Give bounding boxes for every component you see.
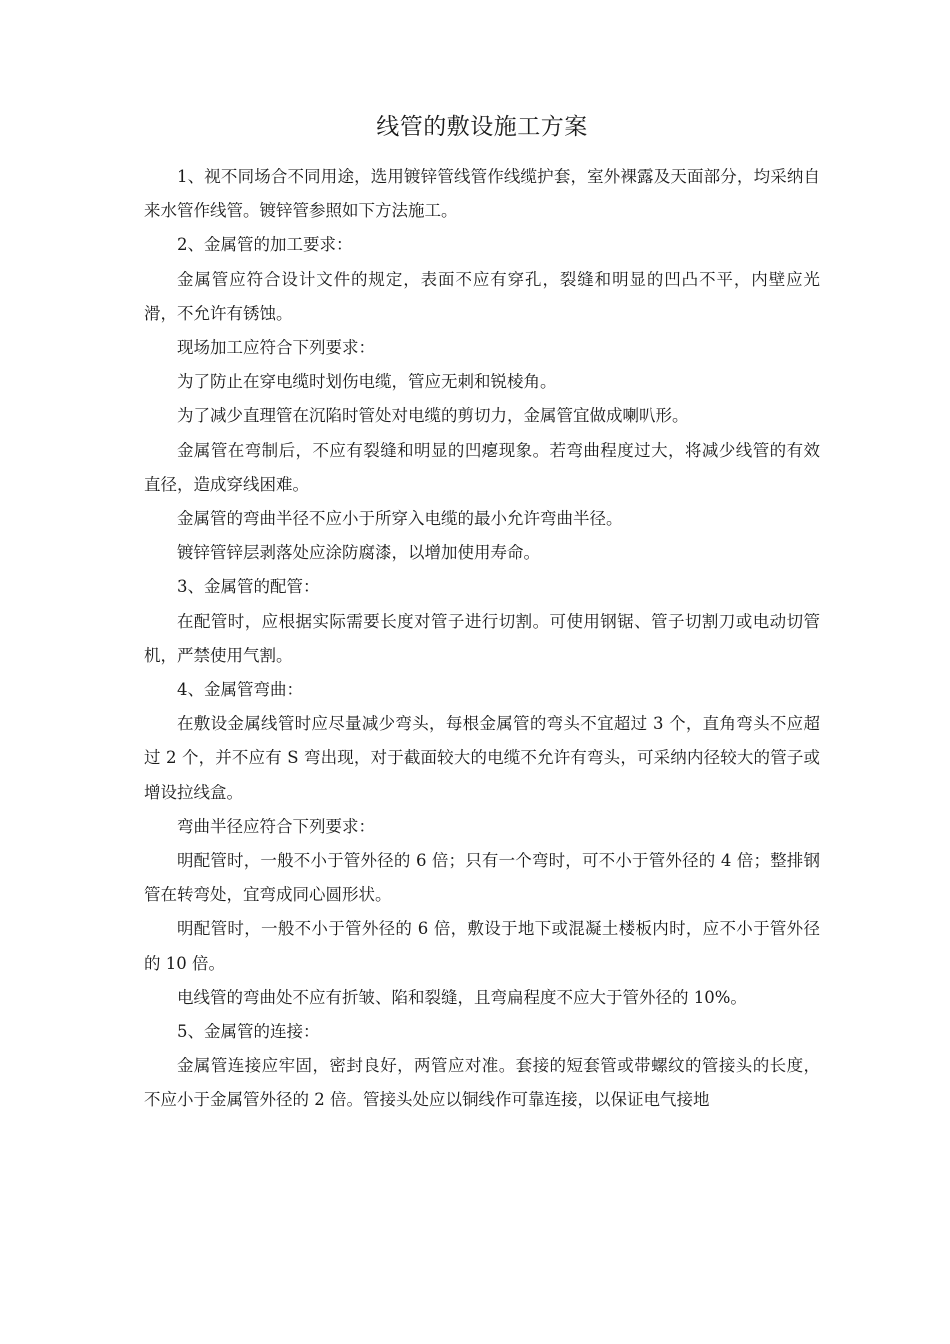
paragraph: 现场加工应符合下列要求： bbox=[177, 338, 375, 358]
paragraph: 在配管时，应根据实际需要长度对管子进行切割。可使用钢锯、管子切割刀或电动切管机，严禁使用气割。 bbox=[144, 611, 820, 665]
paragraph: 为了减少直理管在沉陷时管处对电缆的剪切力，金属管宜做成喇叭形。 bbox=[177, 406, 689, 426]
paragraph: 镀锌管锌层剥落处应涂防腐漆，以增加使用寿命。 bbox=[177, 543, 540, 563]
paragraph: 明配管时，一般不小于管外径的 6 倍，敷设于地下或混凝土楼板内时，应不小于管外径的 10 倍。 bbox=[144, 919, 820, 973]
paragraph: 金属管连接应牢固，密封良好，两管应对准。套接的短套管或带螺纹的管接头的长度，不应小于金属管外径的 2 倍。管接头处应以铜线作可靠连接，以保证电气接地 bbox=[144, 1056, 820, 1110]
paragraph: 明配管时，一般不小于管外径的 6 倍；只有一个弯时，可不小于管外径的 4 倍；整排钢管在转弯处，宜弯成同心圆形状。 bbox=[144, 851, 820, 905]
paragraph: 电线管的弯曲处不应有折皱、陷和裂缝，且弯扁程度不应大于管外径的 10%。 bbox=[177, 987, 747, 1007]
paragraph: 金属管应符合设计文件的规定，表面不应有穿孔，裂缝和明显的凹凸不平，内壁应光滑，不允许有锈蚀。 bbox=[144, 269, 820, 323]
paragraph: 1、视不同场合不同用途，选用镀锌管线管作线缆护套，室外裸露及天面部分，均采纳自来水管作线管。镀锌管参照如下方法施工。 bbox=[144, 167, 820, 221]
paragraph: 弯曲半径应符合下列要求： bbox=[177, 816, 375, 836]
section-heading: 2、金属管的加工要求： bbox=[177, 235, 353, 255]
section-heading: 5、金属管的连接： bbox=[177, 1022, 320, 1042]
paragraph: 为了防止在穿电缆时划伤电缆，管应无刺和锐棱角。 bbox=[177, 372, 557, 392]
section-heading: 3、金属管的配管： bbox=[177, 577, 320, 597]
section-heading: 4、金属管弯曲： bbox=[177, 680, 303, 700]
paragraph: 在敷设金属线管时应尽量减少弯头，每根金属管的弯头不宜超过 3 个，直角弯头不应超过 2 个，并不应有 S 弯出现，对于截面较大的电缆不允许有弯头，可采纳内径较大的管子或增设拉线盒。 bbox=[144, 714, 820, 802]
paragraph: 金属管的弯曲半径不应小于所穿入电缆的最小允许弯曲半径。 bbox=[177, 509, 623, 529]
paragraph: 金属管在弯制后，不应有裂缝和明显的凹瘪现象。若弯曲程度过大，将减少线管的有效直径，造成穿线困难。 bbox=[144, 440, 820, 494]
document-page bbox=[144, 110, 820, 1118]
document-title: 线管的敷设施工方案 bbox=[376, 114, 588, 140]
